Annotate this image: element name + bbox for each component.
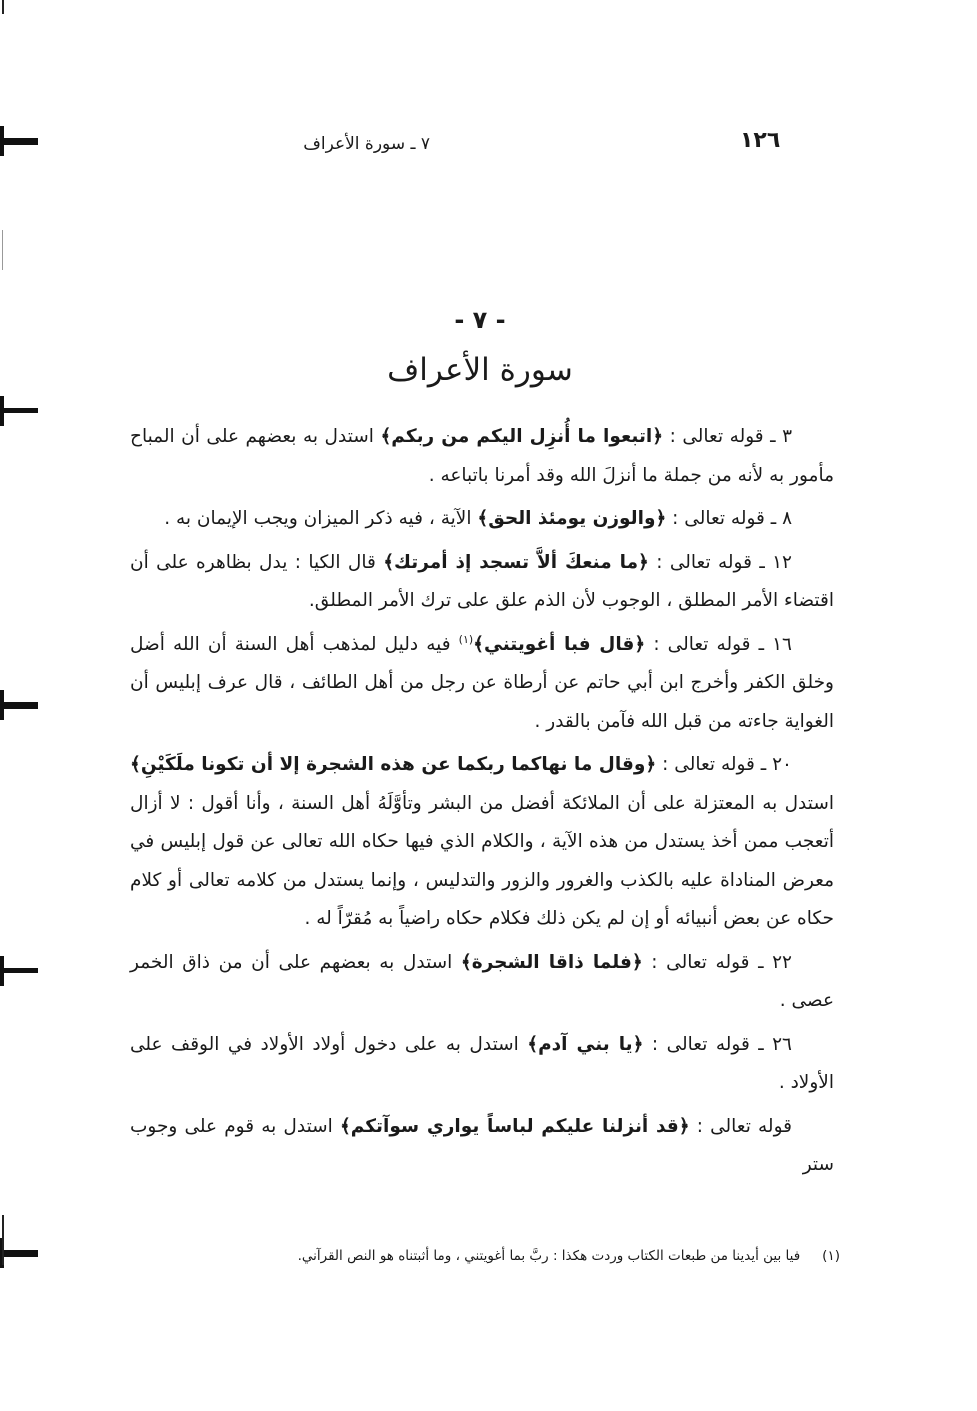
commentary: استدل به المعتزلة على أن الملائكة أفضل من البشر وتأوَّلَهُ أهل السنة ، وأنا أقول : لا أزال أتعجب ممن أخذ يستدل من هذه الآية ، والكلام الذي فيها حكاه الله تعالى عن قول إبليس في معرض المناداة عليه بالكذب والغرور والزور والتدليس ، وإنما يستدل من كلامه تعالى أو كلام حكاه عن بعض أنبيائه أو إن لم يكن ذلك فكلام حكاه راضياً به مُقرّاً له . — [130, 792, 834, 929]
quran-verse: ﴿وقال ما نهاكما ربكما عن هذه الشجرة إلا أن تكونا ملَكَيْنِ﴾ — [130, 754, 657, 775]
surah-title: سورة الأعراف — [387, 352, 573, 388]
quran-verse: ﴿يا بني آدم﴾ — [527, 1033, 644, 1055]
body-text — [130, 418, 834, 1190]
commentary: قال الكيا : يدل بظاهره على أن اقتضاء الأمر المطلق ، الوجوب لأن الذم علق على ترك الأمر المطلق. — [130, 551, 834, 611]
quran-verse: ﴿اتبعوا ما أُنزِل اليكم من ربكم﴾ — [380, 426, 664, 447]
commentary: فيه دليل لمذهب أهل السنة أن الله أضل وخلق الكفر وأخرج ابن أبي حاتم عن أرطاة عن رجل من أهل الطائف ، قال عرف إبليس أن الغواية جاءته من قبل الله فآمن بالقدر . — [130, 633, 834, 732]
page-edge-line — [2, 230, 3, 270]
paragraph-verse-26 — [130, 1026, 834, 1103]
quran-verse: ﴿والوزن يومئذ الحق﴾ — [477, 508, 667, 529]
footnote-number: (١) — [822, 1248, 840, 1264]
commentary: الآية ، فيه ذكر الميزان ويجب الإيمان به . — [164, 508, 478, 529]
paragraph-verse-3 — [130, 418, 834, 495]
page-edge-line — [2, 1215, 4, 1265]
page-edge-line — [2, 0, 4, 14]
margin-tab-mark — [0, 702, 38, 709]
paragraph-verse-8 — [130, 500, 834, 539]
verse-intro: ٨ ـ قوله تعالى : — [666, 508, 792, 529]
commentary: استدل به قوم على وجوب ستر — [130, 1115, 834, 1175]
margin-tab-mark — [0, 408, 38, 413]
paragraph-verse-16 — [130, 626, 834, 742]
footnote — [130, 1248, 840, 1264]
verse-intro: ٢٠ ـ قوله تعالى : — [656, 754, 792, 775]
chapter-number: - ٧ - — [454, 306, 506, 334]
page-number: ١٢٦ — [740, 128, 781, 153]
paragraph-verse-20 — [130, 746, 834, 939]
paragraph-verse-26b — [130, 1108, 834, 1185]
verse-intro: قوله تعالى : — [689, 1115, 792, 1137]
verse-intro: ٢٢ ـ قوله تعالى : — [642, 951, 792, 973]
commentary: استدل به بعضهم على أن المباح مأمور به لأنه من جملة ما أنزلَ الله وقد أمرنا باتباعه . — [130, 426, 834, 486]
margin-tab-mark — [0, 968, 38, 973]
paragraph-verse-12 — [130, 544, 834, 621]
running-title: ٧ ـ سورة الأعراف — [303, 134, 430, 154]
quran-verse: ﴿قال فبا أغويتني﴾ — [473, 633, 646, 655]
quran-verse: ﴿ما منعكَ ألاَّ تسجد إذ أمرتك﴾ — [383, 551, 649, 573]
commentary: استدل به على دخول أولاد الأولاد في الوقف على الأولاد . — [130, 1033, 834, 1093]
footnote-text: فيا بين أيدينا من طبعات الكتاب وردت هكذا : ربَّ بما أغويتني ، وما أثبتناه هو النص القرآني. — [297, 1248, 801, 1264]
commentary: استدل به بعضهم على أن من ذاق الخمر عصى . — [130, 951, 834, 1011]
margin-tab-mark — [0, 1250, 38, 1257]
verse-intro: ٣ ـ قوله تعالى : — [663, 426, 793, 447]
paragraph-verse-22 — [130, 944, 834, 1021]
quran-verse: ﴿فلما ذاقا الشجرة﴾ — [460, 951, 643, 973]
verse-intro: ١٦ ـ قوله تعالى : — [645, 633, 792, 655]
quran-verse: ﴿قد أنزلنا عليكم لباساً يواري سوآتكم﴾ — [339, 1115, 690, 1137]
footnote-reference[interactable]: (١) — [458, 632, 474, 646]
verse-intro: ١٢ ـ قوله تعالى : — [648, 551, 792, 573]
verse-intro: ٢٦ ـ قوله تعالى : — [643, 1033, 792, 1055]
margin-tab-mark — [0, 138, 38, 145]
